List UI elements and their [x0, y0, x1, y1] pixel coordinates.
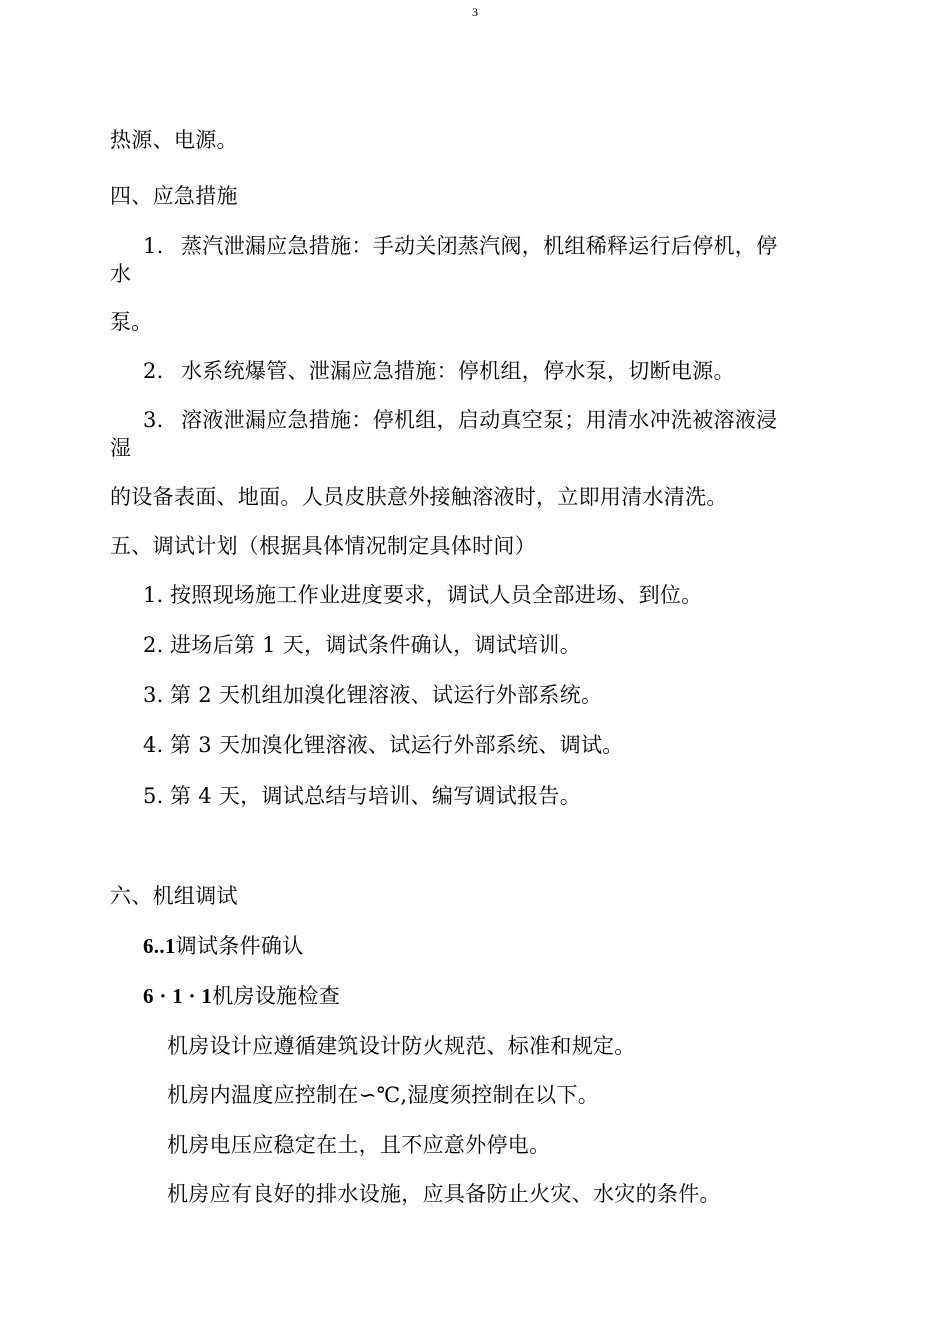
- section-heading-emergency: 四、应急措施: [110, 184, 238, 208]
- subsubsection-heading: [143, 982, 340, 1010]
- paragraph-line: 的设备表面、地面。人员皮肤意外接触溶液时，立即用清水清洗。: [110, 485, 728, 509]
- list-text: 溶液泄漏应急措施：停机组，启动真空泵；用清水冲洗被溶液浸: [181, 408, 778, 432]
- list-text: 进场后第 1 天，调试条件确认，调试培训。: [169, 633, 581, 657]
- plan-item-3: [143, 681, 602, 709]
- paragraph-line: 机房电压应稳定在土，且不应意外停电。: [167, 1133, 551, 1157]
- plan-item-4: [143, 731, 624, 759]
- section-heading-commissioning: 六、机组调试: [110, 884, 238, 908]
- paragraph-line: 机房内温度应控制在∽℃,湿度须控制在以下。: [167, 1083, 600, 1107]
- list-number: 1.: [143, 234, 164, 258]
- paragraph-line: 水: [110, 262, 132, 286]
- list-number: 2.: [143, 359, 164, 383]
- list-number: 2.: [143, 633, 164, 657]
- subsection-heading: [143, 932, 304, 960]
- list-number: 3.: [143, 408, 164, 432]
- list-number: 1.: [143, 583, 164, 607]
- plan-item-5: [143, 782, 581, 810]
- subsubsection-number: 6 · 1 · 1: [143, 984, 213, 1008]
- paragraph-line: 湿: [110, 436, 132, 460]
- list-item-3: [143, 406, 777, 434]
- section-heading-plan: 五、调试计划（根据具体情况制定具体时间）: [110, 534, 536, 558]
- list-number: 5.: [143, 784, 164, 808]
- list-text: 第 4 天，调试总结与培训、编写调试报告。: [169, 784, 581, 808]
- paragraph-line: 泵。: [110, 310, 153, 334]
- subsubsection-title: 机房设施检查: [212, 984, 341, 1008]
- list-text: 水系统爆管、泄漏应急措施：停机组，停水泵，切断电源。: [181, 359, 735, 383]
- list-text: 按照现场施工作业进度要求，调试人员全部进场、到位。: [169, 583, 703, 607]
- list-text: 第 3 天加溴化锂溶液、试运行外部系统、调试。: [169, 733, 624, 757]
- plan-item-2: [143, 631, 581, 659]
- list-text: 第 2 天机组加溴化锂溶液、试运行外部系统。: [169, 683, 603, 707]
- list-item-2: [143, 357, 735, 385]
- subsection-number: 6..1: [143, 934, 176, 958]
- list-number: 4.: [143, 733, 164, 757]
- paragraph-line: 机房应有良好的排水设施，应具备防止火灾、水灾的条件。: [167, 1182, 721, 1206]
- subsection-title: 调试条件确认: [175, 934, 304, 958]
- paragraph-line: 机房设计应遵循建筑设计防火规范、标准和规定。: [167, 1034, 636, 1058]
- list-number: 3.: [143, 683, 164, 707]
- paragraph-line: 热源、电源。: [110, 128, 238, 152]
- list-item-1: [143, 232, 777, 260]
- page-number: 3: [472, 5, 478, 19]
- plan-item-1: [143, 581, 702, 609]
- list-text: 蒸汽泄漏应急措施：手动关闭蒸汽阀，机组稀释运行后停机，停: [181, 234, 778, 258]
